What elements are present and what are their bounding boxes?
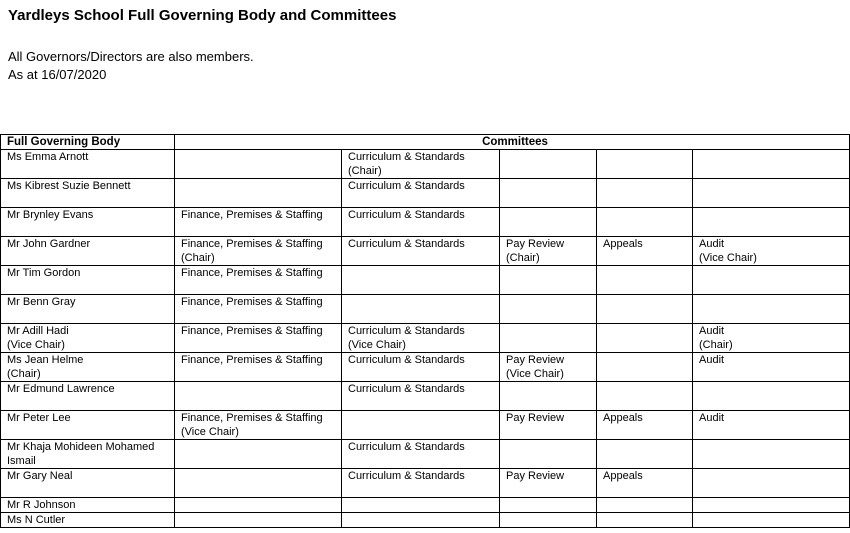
audit-cell — [693, 324, 850, 353]
cell-text-line: Audit — [699, 412, 725, 424]
audit-cell — [693, 440, 850, 469]
cell-text-line: (Vice Chair) — [7, 339, 65, 351]
governor-name-cell — [1, 179, 175, 208]
curriculum-standards-cell — [342, 382, 500, 411]
audit-cell — [693, 353, 850, 382]
cell-text-line: Ms Kibrest Suzie Bennett — [7, 180, 131, 192]
cell-text-line: (Chair) — [7, 368, 41, 380]
table-row — [1, 513, 850, 528]
finance-premises-staffing-cell — [175, 208, 342, 237]
cell-text-line: (Vice Chair) — [699, 252, 757, 264]
as-at-date: As at 16/07/2020 — [8, 67, 107, 82]
pay-review-cell — [500, 150, 597, 179]
cell-text-line: Mr John Gardner — [7, 238, 91, 250]
cell-text-line: Appeals — [603, 238, 643, 250]
audit-cell — [693, 382, 850, 411]
curriculum-standards-cell — [342, 208, 500, 237]
curriculum-standards-cell — [342, 295, 500, 324]
cell-text-line: Finance, Premises & Staffing — [181, 412, 323, 424]
pay-review-cell — [500, 324, 597, 353]
pay-review-cell — [500, 469, 597, 498]
table-row — [1, 382, 850, 411]
table-row — [1, 353, 850, 382]
curriculum-standards-cell — [342, 513, 500, 528]
table-row — [1, 237, 850, 266]
governor-name-cell — [1, 295, 175, 324]
cell-text-line: Mr Peter Lee — [7, 412, 71, 424]
governor-name-cell — [1, 324, 175, 353]
cell-text-line: Mr Tim Gordon — [7, 267, 81, 279]
cell-text-line: Curriculum & Standards — [348, 325, 465, 337]
header-committees: Committees — [175, 135, 850, 150]
appeals-cell — [597, 266, 693, 295]
finance-premises-staffing-cell — [175, 150, 342, 179]
appeals-cell — [597, 411, 693, 440]
table-row — [1, 324, 850, 353]
pay-review-cell — [500, 382, 597, 411]
audit-cell — [693, 469, 850, 498]
cell-text-line: (Chair) — [348, 165, 382, 177]
curriculum-standards-cell — [342, 324, 500, 353]
pay-review-cell — [500, 411, 597, 440]
appeals-cell — [597, 324, 693, 353]
cell-text-line: Curriculum & Standards — [348, 383, 465, 395]
governors-table — [0, 134, 850, 528]
cell-text-line: Audit — [699, 238, 725, 250]
pay-review-cell — [500, 208, 597, 237]
audit-cell — [693, 295, 850, 324]
cell-text-line: Mr R Johnson — [7, 499, 76, 511]
finance-premises-staffing-cell — [175, 411, 342, 440]
appeals-cell — [597, 469, 693, 498]
curriculum-standards-cell — [342, 469, 500, 498]
governor-name-cell — [1, 266, 175, 295]
cell-text-line: (Vice Chair) — [181, 426, 239, 438]
document-title: Yardleys School Full Governing Body and Committees — [8, 7, 397, 24]
table-row — [1, 440, 850, 469]
cell-text-line: Mr Edmund Lawrence — [7, 383, 115, 395]
finance-premises-staffing-cell — [175, 266, 342, 295]
cell-text-line: Curriculum & Standards — [348, 180, 465, 192]
cell-text-line: Ms Jean Helme — [7, 354, 84, 366]
curriculum-standards-cell — [342, 237, 500, 266]
table-row — [1, 179, 850, 208]
table-header-row — [1, 135, 850, 150]
cell-text-line: Appeals — [603, 470, 643, 482]
cell-text-line: Mr Brynley Evans — [7, 209, 94, 221]
governor-name-cell — [1, 150, 175, 179]
audit-cell — [693, 498, 850, 513]
audit-cell — [693, 411, 850, 440]
cell-text-line: (Vice Chair) — [348, 339, 406, 351]
appeals-cell — [597, 498, 693, 513]
cell-text-line: Appeals — [603, 412, 643, 424]
curriculum-standards-cell — [342, 353, 500, 382]
governor-name-cell — [1, 208, 175, 237]
governor-name-cell — [1, 440, 175, 469]
cell-text-line: Ms N Cutler — [7, 514, 66, 526]
pay-review-cell — [500, 440, 597, 469]
governor-name-cell — [1, 237, 175, 266]
table-row — [1, 266, 850, 295]
finance-premises-staffing-cell — [175, 440, 342, 469]
audit-cell — [693, 266, 850, 295]
cell-text-line: Pay Review — [506, 470, 565, 482]
curriculum-standards-cell — [342, 440, 500, 469]
curriculum-standards-cell — [342, 411, 500, 440]
curriculum-standards-cell — [342, 179, 500, 208]
finance-premises-staffing-cell — [175, 382, 342, 411]
cell-text-line: Mr Gary Neal — [7, 470, 73, 482]
finance-premises-staffing-cell — [175, 295, 342, 324]
cell-text-line: Curriculum & Standards — [348, 441, 465, 453]
appeals-cell — [597, 440, 693, 469]
finance-premises-staffing-cell — [175, 469, 342, 498]
finance-premises-staffing-cell — [175, 237, 342, 266]
cell-text-line: Audit — [699, 325, 725, 337]
governor-name-cell — [1, 353, 175, 382]
curriculum-standards-cell — [342, 150, 500, 179]
cell-text-line: (Vice Chair) — [506, 368, 564, 380]
table-row — [1, 150, 850, 179]
cell-text-line: (Chair) — [181, 252, 215, 264]
finance-premises-staffing-cell — [175, 179, 342, 208]
finance-premises-staffing-cell — [175, 324, 342, 353]
cell-text-line: Curriculum & Standards — [348, 151, 465, 163]
finance-premises-staffing-cell — [175, 513, 342, 528]
cell-text-line: Pay Review — [506, 354, 565, 366]
pay-review-cell — [500, 513, 597, 528]
members-note: All Governors/Directors are also members. — [8, 49, 254, 64]
cell-text-line: (Chair) — [506, 252, 540, 264]
pay-review-cell — [500, 498, 597, 513]
cell-text-line: Curriculum & Standards — [348, 354, 465, 366]
table-row — [1, 208, 850, 237]
governor-name-cell — [1, 469, 175, 498]
cell-text-line: Mr Adill Hadi — [7, 325, 69, 337]
cell-text-line: Finance, Premises & Staffing — [181, 238, 323, 250]
governor-name-cell — [1, 382, 175, 411]
appeals-cell — [597, 353, 693, 382]
cell-text-line: Curriculum & Standards — [348, 470, 465, 482]
appeals-cell — [597, 382, 693, 411]
cell-text-line: Audit — [699, 354, 725, 366]
cell-text-line: Finance, Premises & Staffing — [181, 296, 323, 308]
governor-name-cell — [1, 513, 175, 528]
governor-name-cell — [1, 498, 175, 513]
curriculum-standards-cell — [342, 498, 500, 513]
pay-review-cell — [500, 353, 597, 382]
appeals-cell — [597, 179, 693, 208]
table-row — [1, 295, 850, 324]
table-row — [1, 411, 850, 440]
audit-cell — [693, 237, 850, 266]
audit-cell — [693, 513, 850, 528]
appeals-cell — [597, 513, 693, 528]
cell-text-line: Finance, Premises & Staffing — [181, 325, 323, 337]
table-body — [1, 150, 850, 528]
pay-review-cell — [500, 179, 597, 208]
pay-review-cell — [500, 237, 597, 266]
table-row — [1, 498, 850, 513]
cell-text-line: Finance, Premises & Staffing — [181, 354, 323, 366]
cell-text-line: Ismail — [7, 455, 36, 467]
cell-text-line: (Chair) — [699, 339, 733, 351]
header-full-governing-body: Full Governing Body — [1, 135, 175, 150]
audit-cell — [693, 208, 850, 237]
table-row — [1, 469, 850, 498]
curriculum-standards-cell — [342, 266, 500, 295]
cell-text-line: Finance, Premises & Staffing — [181, 209, 323, 221]
pay-review-cell — [500, 266, 597, 295]
cell-text-line: Pay Review — [506, 412, 565, 424]
appeals-cell — [597, 295, 693, 324]
cell-text-line: Pay Review — [506, 238, 565, 250]
appeals-cell — [597, 150, 693, 179]
finance-premises-staffing-cell — [175, 353, 342, 382]
appeals-cell — [597, 237, 693, 266]
cell-text-line: Curriculum & Standards — [348, 238, 465, 250]
audit-cell — [693, 179, 850, 208]
cell-text-line: Finance, Premises & Staffing — [181, 267, 323, 279]
appeals-cell — [597, 208, 693, 237]
cell-text-line: Mr Benn Gray — [7, 296, 76, 308]
cell-text-line: Curriculum & Standards — [348, 209, 465, 221]
cell-text-line: Mr Khaja Mohideen Mohamed — [7, 441, 155, 453]
finance-premises-staffing-cell — [175, 498, 342, 513]
audit-cell — [693, 150, 850, 179]
governor-name-cell — [1, 411, 175, 440]
pay-review-cell — [500, 295, 597, 324]
cell-text-line: Ms Emma Arnott — [7, 151, 89, 163]
